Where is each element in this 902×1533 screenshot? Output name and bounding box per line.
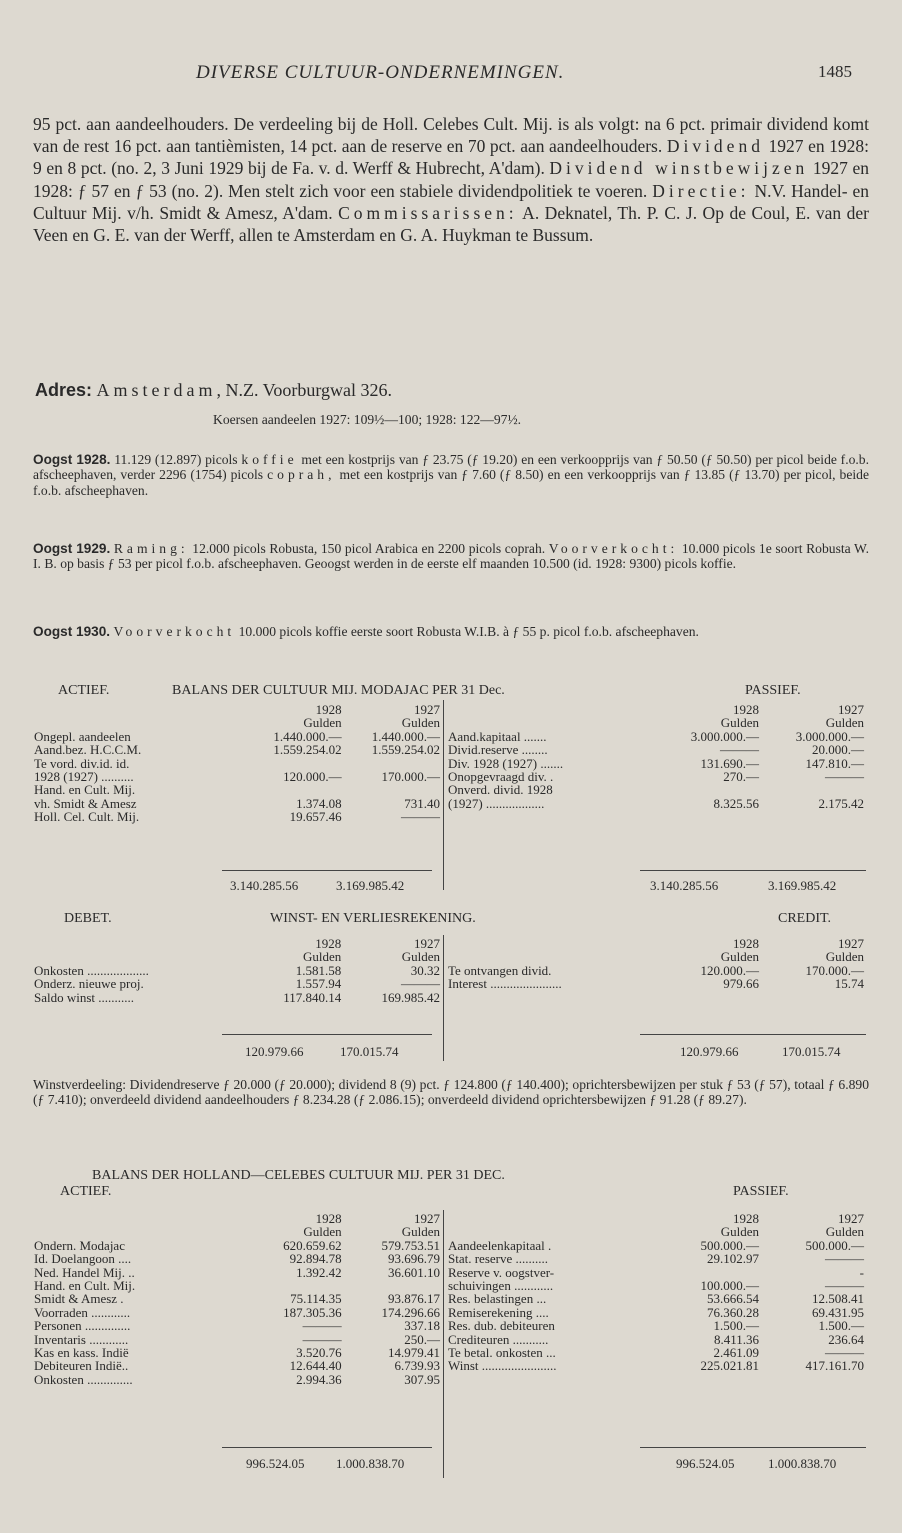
row-label: Res. belastingen ... [448,1291,547,1307]
table-row [32,757,442,770]
row-label: Stat. reserve .......... [448,1251,549,1267]
page-number: 1485 [818,62,852,81]
row-label: Kas en kass. Indië [34,1345,129,1361]
row-value [344,757,442,770]
row-value: - [859,1264,864,1280]
unit-header: Gulden [720,949,759,965]
row-value: 6.739.93 [394,1358,440,1374]
row-value: 15.74 [834,976,864,992]
row-value: 337.18 [404,1318,440,1334]
balans1-divider [443,700,444,890]
table-row [446,730,866,743]
intro-text-2: 1927 en 1928: 9 en 8 pct. (no. 2, 3 Juni 1929 bij de Fa. v. d. Werff & Hubrecht, A'dam). [33,136,870,179]
unit-header: Gulden [302,949,342,965]
row-value: 1.559.254.02 [371,742,440,758]
row-value: 307.95 [404,1371,440,1387]
row-value: 250.— [404,1331,440,1347]
unit-header-row [32,1225,442,1238]
row-value: 169.985.42 [381,989,440,1005]
row-label: Aandeelenkapitaal . [448,1237,552,1253]
row-label: Res. dub. debiteuren [448,1318,555,1334]
oogst-1930-label: Oogst 1930. [33,624,111,639]
row-label: Ondern. Modajac [34,1237,125,1253]
oogst-1928-paragraph: Oogst 1928. 11.129 (12.897) picols koffie met een kostprijs van ƒ 23.75 (ƒ 19.20) en een verkoopprijs van ƒ 50.50 (ƒ 50.50) per picol beide f.o.b. afscheephaven, verder 2296 (1754) picols coprah, met een kostprijs van ƒ 7.60 (ƒ 8.50) en een verkoopprijs van ƒ 13.85 (ƒ 13.70) per picol, beide f.o.b. afscheephaven. [33,452,869,498]
row-label: Ongepl. aandeelen [34,728,131,744]
balans1-total-r1928: 3.140.285.56 [650,878,719,893]
table-row [32,1252,442,1265]
balans1-passief-table [446,703,866,810]
table-row [446,783,866,796]
unit-header: Gulden [303,1224,342,1240]
unit-header: Gulden [401,715,440,731]
row-value: 117.840.14 [283,989,342,1005]
balans1-total-l1927: 3.169.985.42 [336,878,405,893]
row-value: ——— [720,742,759,758]
balans2-passief-label: PASSIEF. [733,1184,789,1199]
row-value: 147.810.— [805,755,864,771]
row-value: 131.690.— [700,755,759,771]
dividend-winstbewijzen-label: Dividend winstbewijzen [549,158,809,179]
balans2-left-rule [222,1447,432,1448]
balans2-total-l1928: 996.524.05 [246,1456,305,1471]
unit-header: Gulden [825,715,864,731]
row-value [344,1279,442,1292]
balans2-right-rule [640,1447,866,1448]
commissarissen-label: Commissarissen: [338,202,518,223]
row-label: schuivingen ............ [448,1278,554,1294]
year-header: 1928 [733,936,759,951]
row-value: ——— [825,769,864,785]
oogst-1928-label: Oogst 1928. [33,452,111,467]
table-row [32,977,442,990]
row-value: 1.581.58 [295,962,342,978]
row-label: Ned. Handel Mij. .. [34,1264,135,1280]
table-row [32,770,442,783]
row-label: Inventaris ............ [34,1331,129,1347]
year-header: 1927 [838,936,864,951]
table-row [32,797,442,810]
row-value: 1.392.42 [296,1264,342,1280]
row-value: 1.500.— [713,1318,759,1334]
table-row [446,1252,866,1265]
table-row [446,1239,866,1252]
unit-header: Gulden [303,715,342,731]
balans2-total-r1927: 1.000.838.70 [768,1456,837,1471]
row-value: ——— [825,1345,864,1361]
wv-total-r1927: 170.015.74 [782,1044,841,1059]
table-row [446,1306,866,1319]
row-value: 620.659.62 [283,1237,342,1253]
year-header: 1928 [315,702,342,717]
table-row [446,977,866,990]
adres-city: Amsterdam [96,380,217,400]
row-label: Div. 1928 (1927) ....... [448,755,564,771]
row-label: Hand. en Cult. Mij. [34,782,136,798]
year-header-row [32,703,442,716]
unit-header: Gulden [825,949,864,965]
table-row [32,1239,442,1252]
row-value: 12.508.41 [812,1291,864,1307]
row-value: 187.305.36 [283,1304,342,1320]
directie-label: Directie: [652,180,750,201]
row-value: 500.000.— [700,1237,759,1253]
table-row [446,1359,866,1372]
table-row [446,1346,866,1359]
row-value: 236.64 [828,1331,864,1347]
row-value: 19.657.46 [289,809,342,825]
unit-header: Gulden [720,1224,759,1240]
table-row [446,1266,866,1279]
adres-rest: , N.Z. Voorburgwal 326. [216,380,392,400]
row-value: 417.161.70 [805,1358,864,1374]
oogst-1929-label: Oogst 1929. [33,541,111,556]
row-label: Aand.bez. H.C.C.M. [34,742,142,758]
table-row [32,1266,442,1279]
intro-text-4: N.V. Handel- en Cultuur Mij. v/h. Smidt & Amesz, A'dam. [33,180,869,223]
row-value: 1.559.254.02 [273,742,342,758]
balans2-passief-table [446,1212,866,1373]
row-value: 36.601.10 [388,1264,440,1280]
table-row [32,1306,442,1319]
row-value: 93.876.17 [388,1291,440,1307]
row-label: Te vord. div.id. id. [34,755,130,771]
row-value: 69.431.95 [812,1304,864,1320]
table-row [446,1292,866,1305]
table-row [32,1319,442,1332]
unit-header-row [446,950,866,963]
year-header: 1927 [414,702,440,717]
unit-header: Gulden [720,715,759,731]
row-label: Onverd. divid. 1928 [448,782,553,798]
year-header: 1927 [414,1211,440,1226]
row-label: 1928 (1927) .......... [34,769,134,785]
row-value: 270.— [723,769,759,785]
year-header-row [446,937,866,950]
row-label: Onderz. nieuwe proj. [34,976,144,992]
row-label: Saldo winst ........... [34,989,135,1005]
balans1-actief-label: ACTIEF. [58,683,110,698]
oogst-1929-paragraph: Oogst 1929. Raming: 12.000 picols Robusta, 150 picol Arabica en 2200 picols coprah. Voorverkocht: 10.000 picols 1e soort Robusta W. I. B. op basis ƒ 53 per picol f.o.b. afscheephaven. Geoogst werden in de eerste elf maanden 10.500 (id. 1928: 9300) picols koffie. [33,541,870,572]
row-label: Winst ....................... [448,1358,557,1374]
row-label: Onkosten .............. [34,1371,133,1387]
row-value: 100.000.— [700,1278,759,1294]
wv-credit-table [446,937,866,991]
row-value: ——— [401,976,440,992]
row-value: 30.32 [410,962,440,978]
row-label: Aand.kapitaal ....... [448,728,547,744]
unit-header-row [446,716,866,729]
row-value [344,783,442,796]
table-row [32,1292,442,1305]
row-value: 12.644.40 [289,1358,342,1374]
row-label: vh. Smidt & Amesz [34,795,137,811]
wv-total-r1928: 120.979.66 [680,1044,739,1059]
row-label: Debiteuren Indië.. [34,1358,129,1374]
row-value: 53.666.54 [707,1291,759,1307]
running-title: DIVERSE CULTUUR-ONDERNEMINGEN. [196,62,565,83]
table-row [446,743,866,756]
row-label: Divid.reserve ........ [448,742,548,758]
row-value: 120.000.— [700,962,759,978]
table-row [32,964,442,977]
row-label: Onopgevraagd div. . [448,769,554,785]
row-value: ——— [825,1251,864,1267]
row-value [656,1266,761,1279]
row-value [245,783,343,796]
table-row [32,783,442,796]
wv-title: WINST- EN VERLIESREKENING. [270,911,476,926]
row-value [761,783,866,796]
unit-header-row [446,1225,866,1238]
table-row [446,1279,866,1292]
balans2-total-l1927: 1.000.838.70 [336,1456,405,1471]
row-value: ——— [825,1278,864,1294]
table-row [32,730,442,743]
row-value: 75.114.35 [290,1291,342,1307]
row-value: 1.440.000.— [273,728,342,744]
balans2-title: BALANS DER HOLLAND—CELEBES CULTUUR MIJ. PER 31 DEC. [92,1168,505,1183]
balans1-passief-label: PASSIEF. [745,683,801,698]
table-row [32,1279,442,1292]
row-label: Remiserekening .... [448,1304,549,1320]
balans1-right-rule [640,870,866,871]
row-label: Personen .............. [34,1318,131,1334]
wv-credit-label: CREDIT. [778,911,832,926]
balans2-actief-table [32,1212,442,1386]
table-row [446,1319,866,1332]
oogst-1930-paragraph: Oogst 1930. Voorverkocht 10.000 picols koffie eerste soort Robusta W.I.B. à ƒ 55 p. picol f.o.b. afscheephaven. [33,624,699,639]
balans2-total-r1928: 996.524.05 [676,1456,735,1471]
unit-header: Gulden [401,1224,440,1240]
table-row [446,797,866,810]
table-row [32,743,442,756]
row-value: 1.557.94 [295,976,342,992]
row-label: Onkosten ................... [34,962,149,978]
table-row [32,1359,442,1372]
wv-debet-label: DEBET. [64,911,112,926]
row-value: 3.520.76 [296,1345,342,1361]
row-label: (1927) .................. [448,795,545,811]
balans2-actief-label: ACTIEF. [60,1184,112,1199]
row-value: ——— [302,1318,342,1334]
year-header: 1927 [414,936,440,951]
row-value: 29.102.97 [707,1251,759,1267]
table-row [446,1333,866,1346]
row-value: 1.374.08 [296,795,342,811]
table-row [32,1333,442,1346]
row-label: Reserve v. oogstver- [448,1264,555,1280]
wv-total-l1928: 120.979.66 [245,1044,304,1059]
adres-label: Adres: [35,380,93,400]
row-value: 14.979.41 [388,1345,440,1361]
address-line [35,380,392,401]
year-header: 1928 [315,936,342,951]
row-value: 2.994.36 [296,1371,342,1387]
balans1-left-rule [222,870,432,871]
table-row [32,1346,442,1359]
row-value: 20.000.— [812,742,864,758]
balans1-title: BALANS DER CULTUUR MIJ. MODAJAC PER 31 Dec. [172,683,505,698]
row-value: 225.021.81 [700,1358,759,1374]
dividend-label: Dividend [666,136,764,157]
row-label: Id. Doelangoon .... [34,1251,132,1267]
balans1-total-r1927: 3.169.985.42 [768,878,837,893]
row-value: 3.000.000.— [795,728,864,744]
year-header-row [446,1212,866,1225]
intro-text-3: 1927 en 1928: ƒ 57 en ƒ 53 (no. 2). Men stelt zich voor een stabiele dividendpolitiek te voeren. [33,158,869,201]
year-header: 1928 [315,1211,342,1226]
row-value: 120.000.— [283,769,342,785]
row-label: Interest ...................... [448,976,562,992]
year-header: 1927 [838,702,864,717]
wv-total-l1927: 170.015.74 [340,1044,399,1059]
table-row [32,991,442,1004]
table-row [32,810,442,823]
row-label: Holl. Cel. Cult. Mij. [34,809,140,825]
year-header: 1928 [733,702,759,717]
row-value: ——— [401,809,440,825]
row-value: 93.696.79 [388,1251,440,1267]
balans1-actief-table [32,703,442,824]
winstverdeeling-paragraph: Winstverdeeling: Dividendreserve ƒ 20.000 (ƒ 20.000); dividend 8 (9) pct. ƒ 124.800 (ƒ 140.400); oprichtersbewijzen per stuk ƒ 53 (ƒ 57), totaal ƒ 6.890 (ƒ 7.410); onverdeeld dividend aandeelhouders ƒ 8.234.28 (ƒ 2.086.15); onverdeeld dividend oprichtersbewijzen ƒ 91.28 (ƒ 89.27). [33,1077,869,1108]
year-header-row [446,703,866,716]
row-value: 500.000.— [805,1237,864,1253]
row-value: 731.40 [404,795,440,811]
unit-header: Gulden [401,949,440,965]
table-row [446,964,866,977]
row-value: ——— [302,1331,342,1347]
year-header-row [32,1212,442,1225]
intro-paragraph [33,113,869,246]
row-value [245,757,343,770]
row-label: Smidt & Amesz . [34,1291,124,1307]
wv-left-rule [222,1034,432,1035]
table-row [446,770,866,783]
table-row [32,1373,442,1386]
row-value [656,783,761,796]
year-header: 1927 [838,1211,864,1226]
row-value: 2.461.09 [713,1345,759,1361]
balans2-divider [443,1210,444,1478]
row-label: Te ontvangen divid. [448,962,552,978]
row-value: 174.296.66 [381,1304,440,1320]
row-value: 579.753.51 [381,1237,440,1253]
koersen-line: Koersen aandeelen 1927: 109½—100; 1928: 122—97½. [213,412,522,427]
row-value: 979.66 [723,976,759,992]
row-value: 8.325.56 [713,795,759,811]
row-value: 1.500.— [818,1318,864,1334]
row-value: 2.175.42 [818,795,864,811]
row-value: 8.411.36 [713,1331,759,1347]
row-label: Voorraden ............ [34,1304,131,1320]
row-label: Te betal. onkosten ... [448,1345,556,1361]
row-value: 92.894.78 [289,1251,342,1267]
row-label: Crediteuren ........... [448,1331,549,1347]
row-value: 170.000.— [805,962,864,978]
wv-debet-table [32,937,442,1004]
unit-header: Gulden [825,1224,864,1240]
table-row [446,757,866,770]
row-label: Hand. en Cult. Mij. [34,1278,136,1294]
intro-text-1: 95 pct. aan aandeelhouders. De verdeeling bij de Holl. Celebes Cult. Mij. is als volgt: na 6 pct. primair dividend komt van de rest 16 pct. aan tantièmisten, 14 pct. aan de reserve en 70 pct. aan aandeelhouders. [33,114,869,157]
balans1-total-l1928: 3.140.285.56 [230,878,299,893]
wv-right-rule [640,1034,866,1035]
row-value: 3.000.000.— [690,728,759,744]
year-header-row [32,937,442,950]
unit-header-row [32,950,442,963]
year-header: 1928 [733,1211,759,1226]
unit-header-row [32,716,442,729]
row-value: 76.360.28 [707,1304,759,1320]
row-value [245,1279,343,1292]
row-value: 1.440.000.— [371,728,440,744]
wv-divider [443,935,444,1061]
intro-text-5: A. Deknatel, Th. P. C. J. Op de Coul, E. van der Veen en G. E. van der Werff, allen te Amsterdam en G. A. Huykman te Bussum. [33,202,869,246]
row-value: 170.000.— [381,769,440,785]
